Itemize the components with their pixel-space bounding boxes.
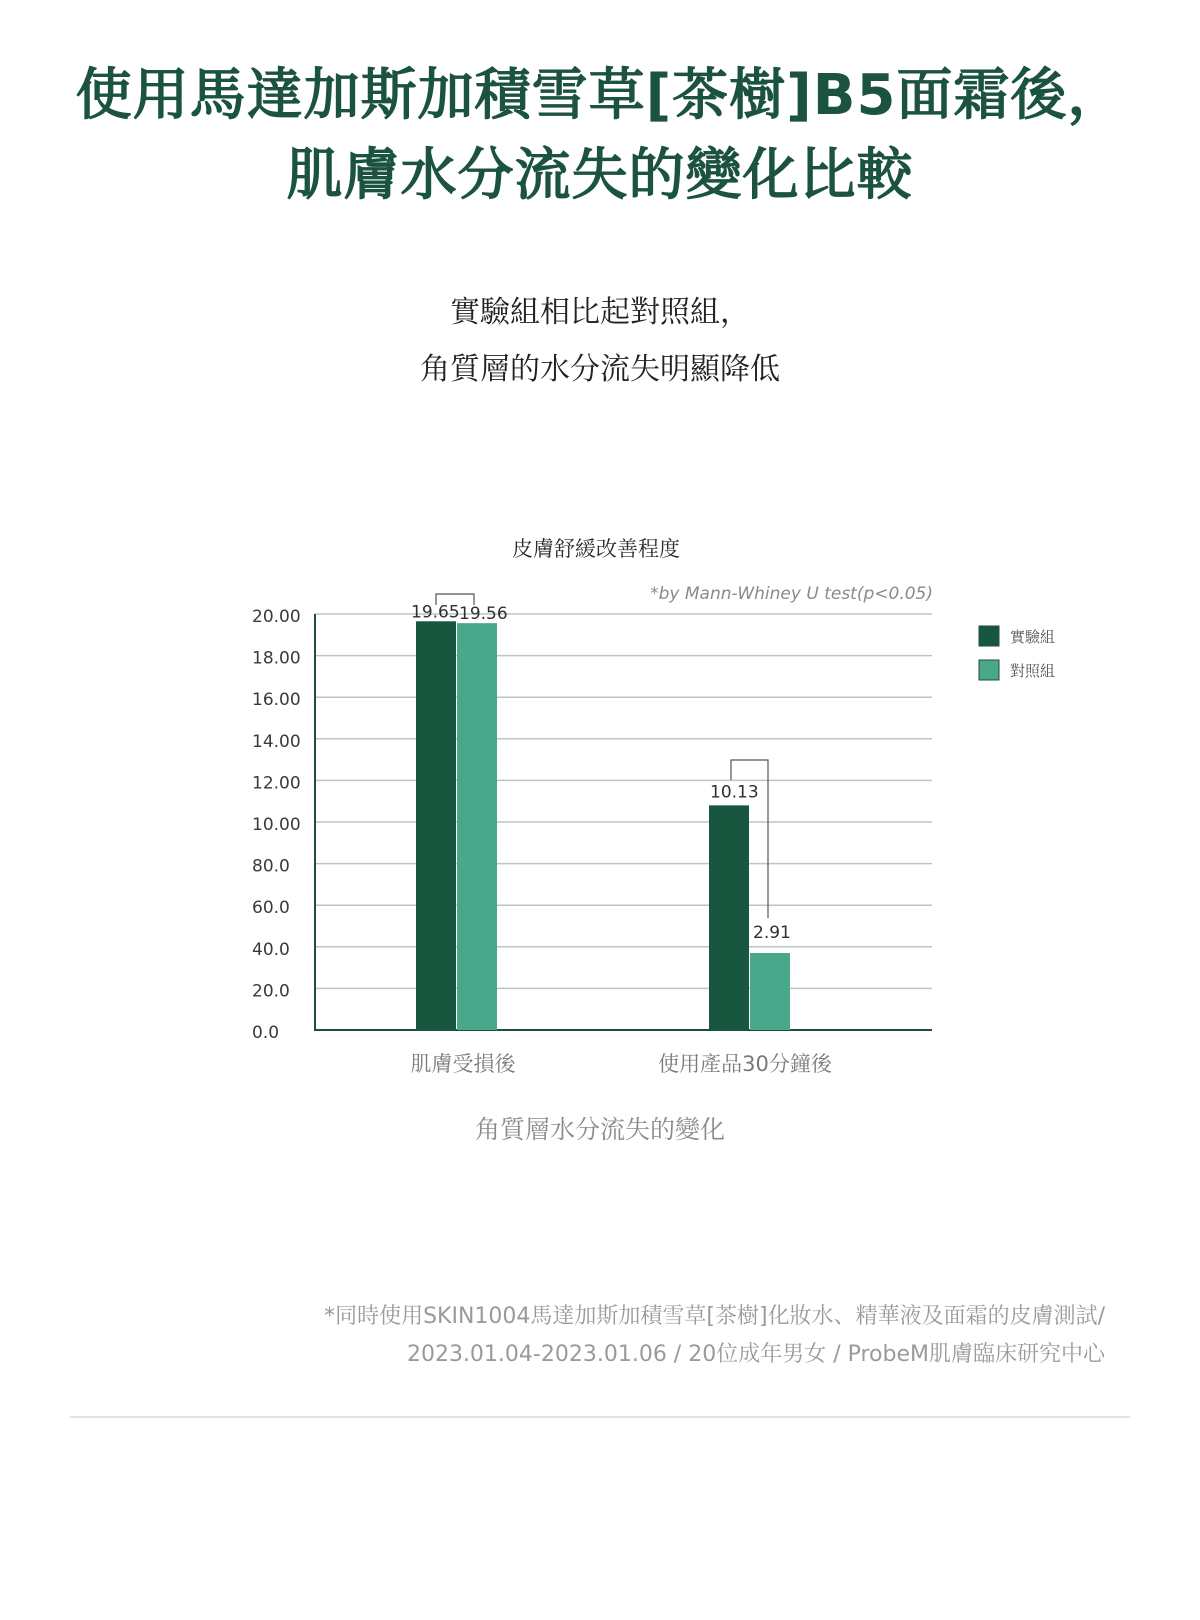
y-tick-label: 18.00 (252, 648, 301, 669)
y-tick-label: 16.00 (252, 690, 301, 711)
bar-experimental (709, 805, 749, 1030)
value-label: 10.13 (710, 782, 759, 803)
x-axis-caption: 角質層水分流失的變化 (474, 1115, 725, 1144)
bar-chart (0, 520, 1200, 1620)
chart-title: 皮膚舒緩改善程度 (512, 537, 680, 561)
subtitle-line1: 實驗組相比起對照組， (450, 295, 750, 330)
legend-label: 實驗組 (1010, 628, 1056, 646)
bar-control (750, 953, 790, 1030)
y-tick-label: 40.0 (252, 939, 290, 960)
y-tick-label: 20.0 (252, 981, 290, 1002)
legend-swatch-experimental (979, 626, 999, 646)
y-tick-label: 60.0 (252, 898, 290, 919)
bottom-divider (70, 1416, 1130, 1418)
legend-label: 對照組 (1010, 662, 1056, 680)
x-category-label: 肌膚受損後 (410, 1052, 516, 1076)
y-tick-label: 10.00 (252, 815, 301, 835)
value-label: 19.65 (411, 602, 460, 623)
y-tick-label: 0.0 (252, 1023, 280, 1043)
subtitle-line2: 角質層的水分流失明顯降低 (420, 352, 780, 387)
value-label: 19.56 (459, 604, 508, 625)
y-tick-label: 80.0 (252, 856, 290, 877)
footnote-line1: *同時使用SKIN1004馬達加斯加積雪草[茶樹]化妝水、精華液及面霜的皮膚測試/ (324, 1304, 1105, 1329)
legend-swatch-control (979, 660, 999, 680)
y-tick-label: 12.00 (252, 773, 301, 794)
page-title-line2: 肌膚水分流失的變化比較 (286, 143, 914, 208)
x-category-label: 使用產品30分鐘後 (658, 1052, 832, 1076)
page-title-line1: 使用馬達加斯加積雪草[茶樹]B5面霜後， (75, 63, 1125, 128)
y-tick-label: 14.00 (252, 731, 301, 752)
y-tick-label: 20.00 (252, 607, 301, 627)
footnote-line2: 2023.01.04-2023.01.06 / 20位成年男女 / ProbeM肌膚臨床研究中心 (406, 1342, 1105, 1367)
bar-experimental (416, 621, 456, 1030)
test-note: *by Mann-Whiney U test(p<0.05) (650, 584, 933, 604)
bar-control (457, 623, 497, 1030)
value-label: 2.91 (753, 923, 791, 944)
